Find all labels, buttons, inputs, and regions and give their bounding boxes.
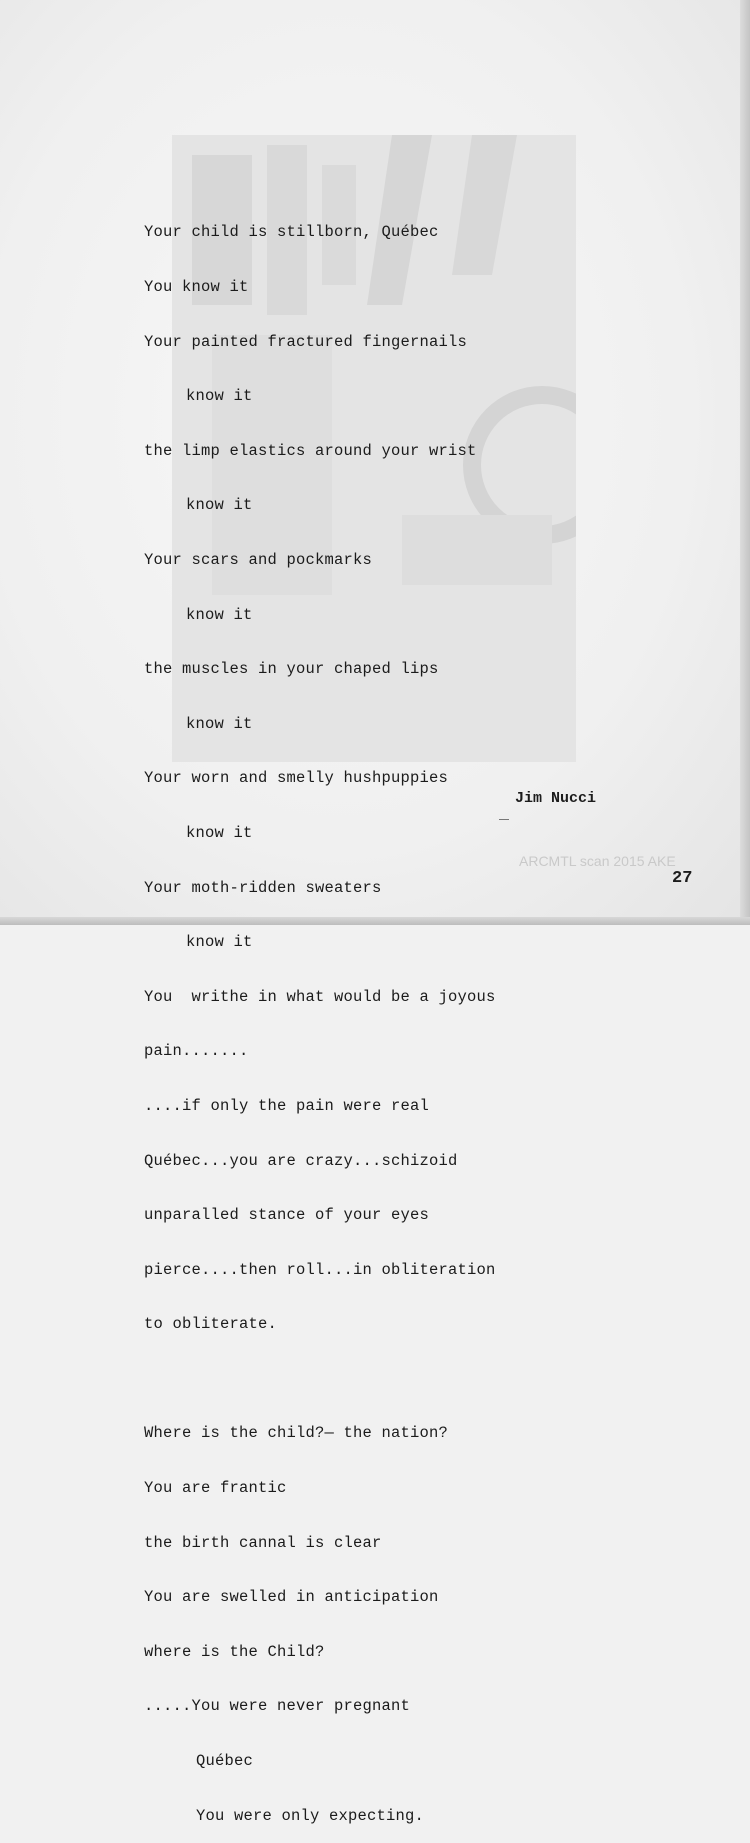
poem-line: Your worn and smelly hushpuppies xyxy=(144,769,449,788)
poem-line: know it xyxy=(186,387,253,406)
scan-credit-watermark: ARCMTL scan 2015 AKE xyxy=(519,853,676,869)
poem-line: know it xyxy=(186,496,253,515)
poem-line: know it xyxy=(186,933,253,952)
poem-line: know it xyxy=(186,823,253,842)
poem-line: know it xyxy=(186,605,253,624)
poem-line: Québec xyxy=(196,1752,254,1771)
poem-text xyxy=(144,187,614,1843)
poem-line: You are swelled in anticipation xyxy=(144,1588,439,1607)
poem-line: You were only expecting. xyxy=(196,1806,425,1825)
poem-line: the muscles in your chaped lips xyxy=(144,660,439,679)
dash-mark xyxy=(499,819,509,820)
poem-line: You are frantic xyxy=(144,1479,287,1498)
poem-line: Your child is stillborn, Québec xyxy=(144,223,439,242)
poem-line: Where is the child?— the nation? xyxy=(144,1424,449,1443)
author-name: Jim Nucci xyxy=(515,790,597,807)
poem-line: the limp elastics around your wrist xyxy=(144,441,477,460)
poem-line: know it xyxy=(186,714,253,733)
poem-line: Your painted fractured fingernails xyxy=(144,332,468,351)
stanza-break xyxy=(144,1370,614,1388)
page-edge-right xyxy=(740,0,750,925)
poem-line: pierce....then roll...in obliteration xyxy=(144,1260,496,1279)
poem-line: pain....... xyxy=(144,1042,249,1061)
poem-line: You know it xyxy=(144,278,249,296)
poem-line: Your scars and pockmarks xyxy=(144,550,373,569)
poem-line: unparalled stance of your eyes xyxy=(144,1206,430,1225)
poem-line: the birth cannal is clear xyxy=(144,1533,382,1552)
poem-line: where is the Child? xyxy=(144,1642,325,1661)
poem-line: ....if only the pain were real xyxy=(144,1096,430,1115)
page-number: 27 xyxy=(672,869,693,888)
poem-line: Québec...you are crazy...schizoid xyxy=(144,1151,458,1170)
poem-line: .....You were never pregnant xyxy=(144,1697,411,1716)
poem-line: to obliterate. xyxy=(144,1315,278,1334)
poem-line: You writhe in what would be a joyous xyxy=(144,987,496,1006)
poem-line: Your moth-ridden sweaters xyxy=(144,878,382,897)
